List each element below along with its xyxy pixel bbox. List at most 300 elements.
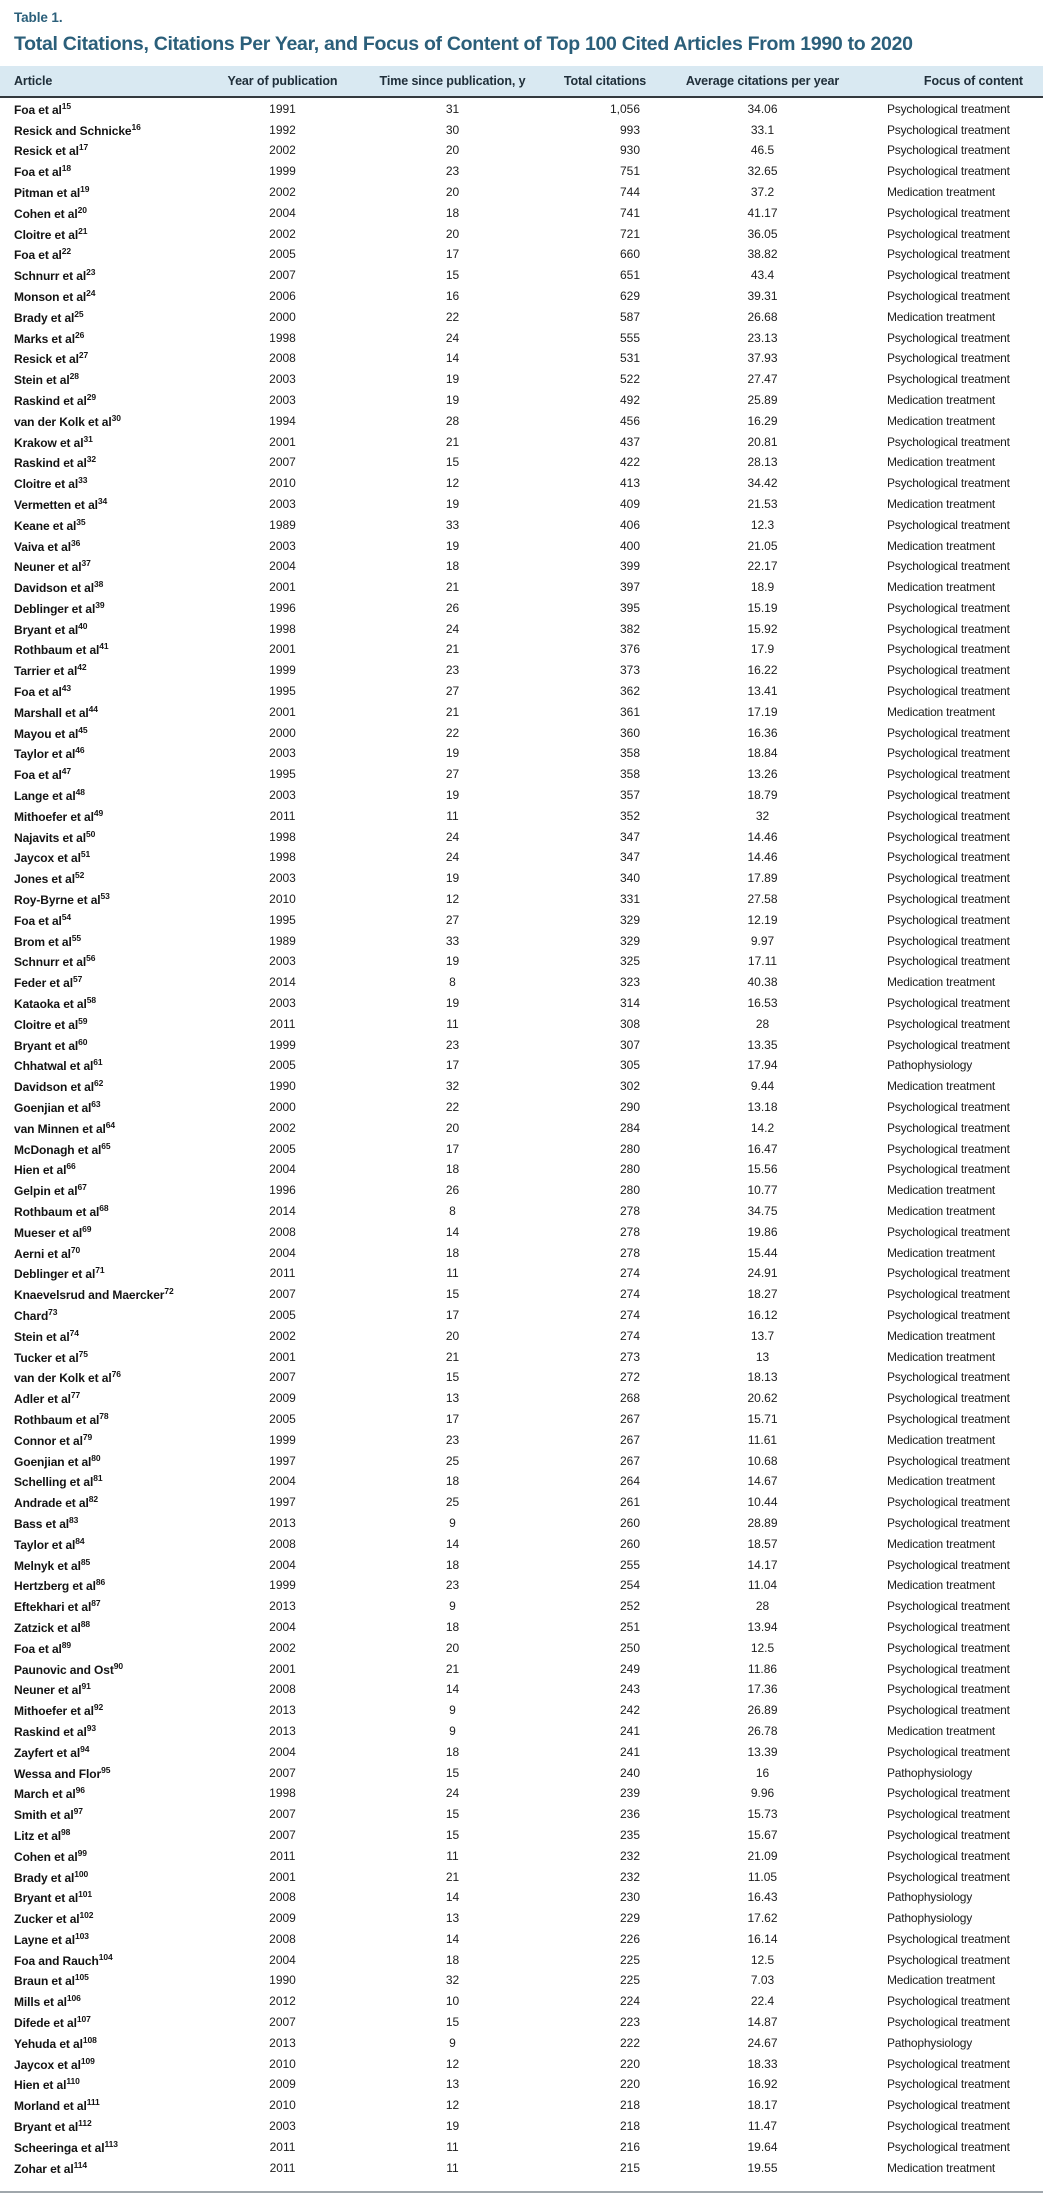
year-cell: 1995 [269, 912, 296, 927]
year-cell: 1999 [269, 1578, 296, 1593]
avg-cell: 18.27 [747, 1287, 778, 1302]
article-cell [0, 327, 220, 348]
article-name: Neuner et al [14, 1683, 82, 1698]
citations-cell: 243 [619, 1682, 640, 1697]
article-cell [0, 2136, 220, 2157]
avg-cell: 32.65 [747, 164, 778, 179]
avg-cell: 15.92 [747, 621, 778, 636]
focus-cell: Pathophysiology [887, 2035, 973, 2050]
focus-cell: Psychological treatment [887, 1266, 1010, 1281]
article-cell [0, 2095, 220, 2116]
citations-cell: 241 [619, 1744, 640, 1759]
focus-cell: Psychological treatment [887, 600, 1010, 615]
focus-cell: Medication treatment [887, 2160, 996, 2175]
table-row [0, 1658, 1043, 1679]
table-row [0, 1409, 1043, 1430]
reference-superscript: 106 [66, 1993, 81, 2004]
article-name: Foa et al [14, 768, 62, 783]
article-name: Schnurr et al [14, 955, 87, 970]
reference-superscript: 82 [88, 1494, 98, 1505]
focus-cell: Medication treatment [887, 184, 996, 199]
reference-superscript: 28 [69, 371, 79, 382]
time-cell: 11 [446, 1848, 459, 1863]
time-cell: 13 [445, 2077, 460, 2092]
reference-superscript: 36 [70, 537, 81, 548]
table-row [0, 1575, 1043, 1596]
article-name: Foa et al [14, 102, 62, 117]
citations-cell: 230 [619, 1890, 640, 1905]
table-bottom-rule [0, 2191, 1043, 2193]
avg-cell: 16 [755, 1765, 770, 1780]
time-cell: 24 [445, 621, 460, 636]
focus-cell: Psychological treatment [887, 164, 1010, 179]
year-cell: 2010 [269, 892, 296, 907]
citations-cell: 251 [619, 1619, 640, 1634]
year-cell: 2013 [269, 1723, 296, 1738]
citations-cell: 555 [619, 330, 640, 345]
avg-cell: 21.05 [747, 538, 778, 553]
year-cell: 2011 [269, 1266, 296, 1281]
article-name: Resick and Schnicke [14, 123, 132, 138]
citations-cell: 223 [619, 2015, 640, 2030]
focus-cell: Psychological treatment [887, 746, 1010, 761]
table-row [0, 140, 1043, 161]
article-cell [0, 2074, 220, 2095]
time-cell: 18 [445, 1245, 460, 1260]
time-cell: 21 [445, 1869, 460, 1884]
article-cell [0, 1388, 220, 1409]
avg-cell: 16.36 [747, 725, 778, 740]
avg-cell: 21.53 [747, 496, 778, 511]
reference-superscript: 53 [100, 891, 110, 902]
reference-superscript: 92 [93, 1702, 104, 1713]
focus-cell: Psychological treatment [887, 850, 1010, 865]
citations-cell: 264 [619, 1474, 640, 1489]
focus-cell: Medication treatment [887, 1079, 996, 1094]
article-cell [0, 1929, 220, 1950]
article-cell [0, 1097, 220, 1118]
avg-cell: 23.13 [747, 330, 778, 345]
avg-cell: 14.17 [747, 1557, 778, 1572]
focus-cell: Psychological treatment [887, 1287, 1010, 1302]
table-row [0, 2095, 1043, 2116]
time-cell: 19 [445, 392, 460, 407]
year-cell: 2002 [269, 143, 296, 158]
citations-cell: 222 [619, 2035, 640, 2050]
avg-cell: 41.17 [747, 205, 778, 220]
avg-cell: 13.35 [747, 1037, 778, 1052]
citations-cell: 261 [619, 1495, 640, 1510]
reference-superscript: 50 [85, 828, 96, 839]
article-name: Mueser et al [14, 1225, 83, 1240]
table-row [0, 577, 1043, 598]
article-name: Scheeringa et al [14, 2140, 105, 2155]
time-cell: 21 [445, 1349, 460, 1364]
reference-superscript: 27 [78, 350, 89, 361]
table-row [0, 826, 1043, 847]
time-cell: 13 [445, 1391, 460, 1406]
citations-cell: 218 [619, 2098, 640, 2113]
citations-cell: 273 [619, 1349, 640, 1364]
citations-cell: 274 [619, 1287, 640, 1302]
reference-superscript: 94 [80, 1743, 90, 1754]
avg-cell: 15.44 [747, 1245, 778, 1260]
table-row [0, 1201, 1043, 1222]
avg-cell: 17.89 [747, 871, 778, 886]
avg-cell: 16.22 [747, 663, 778, 678]
year-cell: 2004 [269, 559, 296, 574]
column-header-avg: Average citations per year [650, 66, 875, 97]
avg-cell: 11.05 [747, 1869, 778, 1884]
article-name: Tucker et al [14, 1350, 79, 1365]
table-row [0, 930, 1043, 951]
citations-cell: 376 [619, 642, 640, 657]
citations-cell: 267 [619, 1453, 640, 1468]
time-cell: 22 [445, 725, 460, 740]
focus-cell: Psychological treatment [887, 1848, 1010, 1863]
reference-superscript: 59 [78, 1015, 88, 1026]
time-cell: 14 [445, 1890, 460, 1905]
reference-superscript: 87 [91, 1598, 101, 1609]
table-row [0, 701, 1043, 722]
reference-superscript: 103 [74, 1930, 89, 1941]
avg-cell: 15.56 [747, 1162, 778, 1177]
citations-cell: 314 [619, 996, 640, 1011]
article-cell [0, 119, 220, 140]
article-name: Resick et al [14, 144, 79, 159]
article-name: Brady et al [14, 310, 75, 325]
time-cell: 18 [445, 205, 460, 220]
time-cell: 33 [445, 933, 460, 948]
year-cell: 2004 [269, 1474, 296, 1489]
year-cell: 2004 [269, 1245, 296, 1260]
citations-cell: 744 [619, 184, 640, 199]
reference-superscript: 77 [70, 1390, 81, 1401]
avg-cell: 21.09 [747, 1848, 778, 1863]
article-name: Krakow et al [14, 435, 84, 450]
article-name: Connor et al [14, 1433, 83, 1448]
article-name: Schnurr et al [14, 269, 87, 284]
article-cell [0, 244, 220, 265]
reference-superscript: 102 [79, 1910, 94, 1921]
table-row [0, 847, 1043, 868]
time-cell: 16 [445, 288, 460, 303]
article-cell [0, 1762, 220, 1783]
reference-superscript: 100 [74, 1868, 89, 1879]
focus-cell: Psychological treatment [887, 892, 1010, 907]
avg-cell: 22.4 [750, 1994, 775, 2009]
focus-cell: Psychological treatment [887, 559, 1010, 574]
article-cell [0, 1076, 220, 1097]
article-name: Cohen et al [14, 1849, 78, 1864]
year-cell: 1996 [269, 1183, 296, 1198]
table-row [0, 119, 1043, 140]
article-cell [0, 1908, 220, 1929]
citations-cell: 284 [619, 1120, 640, 1135]
citations-cell: 226 [619, 1931, 640, 1946]
avg-cell: 15.67 [747, 1827, 778, 1842]
avg-cell: 16.47 [747, 1141, 778, 1156]
year-cell: 1989 [269, 933, 296, 948]
avg-cell: 12.5 [750, 1640, 775, 1655]
reference-superscript: 33 [78, 475, 88, 486]
year-cell: 2005 [269, 1411, 296, 1426]
table-row [0, 618, 1043, 639]
table-row [0, 785, 1043, 806]
table-row [0, 1700, 1043, 1721]
reference-superscript: 45 [78, 724, 88, 735]
focus-cell: Medication treatment [887, 1723, 996, 1738]
focus-cell: Psychological treatment [887, 1952, 1010, 1967]
focus-cell: Psychological treatment [887, 829, 1010, 844]
focus-cell: Psychological treatment [887, 1682, 1010, 1697]
focus-cell: Psychological treatment [887, 1224, 1010, 1239]
article-cell [0, 577, 220, 598]
reference-superscript: 20 [77, 204, 87, 215]
time-cell: 14 [445, 351, 460, 366]
avg-cell: 26.78 [747, 1723, 778, 1738]
focus-cell: Psychological treatment [887, 1141, 1010, 1156]
time-cell: 27 [445, 767, 460, 782]
table-row [0, 556, 1043, 577]
focus-cell: Medication treatment [887, 975, 996, 990]
table-title: Total Citations, Citations Per Year, and Focus of Content of Top 100 Cited Articles From 1990 to 2020 [14, 33, 913, 55]
citations-cell: 358 [619, 746, 640, 761]
time-cell: 31 [445, 101, 460, 116]
time-cell: 15 [445, 1287, 460, 1302]
article-cell [0, 764, 220, 785]
article-cell [0, 2053, 220, 2074]
table-row [0, 494, 1043, 515]
time-cell: 15 [445, 1370, 460, 1385]
article-name: Rothbaum et al [14, 1205, 100, 1219]
reference-superscript: 96 [75, 1785, 85, 1796]
article-cell [0, 1721, 220, 1742]
reference-superscript: 31 [83, 433, 93, 444]
article-name: Mithoefer et al [14, 1704, 94, 1719]
time-cell: 30 [445, 122, 460, 137]
citations-cell: 308 [619, 1016, 640, 1031]
time-cell: 11 [446, 1266, 459, 1281]
time-cell: 28 [445, 413, 460, 428]
avg-cell: 16.14 [747, 1931, 778, 1946]
article-name: Goenjian et al [14, 1101, 92, 1116]
year-cell: 2004 [269, 1619, 296, 1634]
article-name: Foa et al [14, 685, 62, 700]
time-cell: 18 [445, 1162, 460, 1177]
article-cell [0, 618, 220, 639]
citations-cell: 224 [619, 1994, 640, 2009]
focus-cell: Psychological treatment [887, 1557, 1010, 1572]
article-name: Hertzberg et al [14, 1579, 96, 1594]
citations-cell: 422 [619, 455, 640, 470]
article-name: Jaycox et al [14, 851, 81, 866]
avg-cell: 14.87 [747, 2015, 778, 2030]
year-cell: 1998 [269, 1786, 296, 1801]
focus-cell: Medication treatment [887, 496, 996, 511]
time-cell: 9 [449, 1723, 456, 1738]
article-name: Chard [14, 1308, 49, 1323]
year-cell: 2011 [269, 1016, 296, 1031]
avg-cell: 12.3 [750, 517, 775, 532]
focus-cell: Medication treatment [887, 580, 996, 595]
article-cell [0, 660, 220, 681]
focus-cell: Psychological treatment [887, 1640, 1010, 1655]
table-row [0, 1804, 1043, 1825]
focus-cell: Medication treatment [887, 704, 996, 719]
citations-cell: 721 [619, 226, 640, 241]
citations-cell: 220 [619, 2056, 640, 2071]
reference-superscript: 57 [72, 974, 83, 985]
year-cell: 1998 [269, 621, 296, 636]
time-cell: 15 [445, 2015, 460, 2030]
table-row [0, 1845, 1043, 1866]
article-name: Rothbaum et al [14, 1412, 100, 1427]
article-cell [0, 1242, 220, 1263]
article-cell [0, 1221, 220, 1242]
citations-cell: 325 [619, 954, 640, 969]
reference-superscript: 39 [95, 599, 105, 610]
year-cell: 2000 [269, 1100, 296, 1115]
reference-superscript: 43 [61, 683, 72, 694]
avg-cell: 18.84 [747, 746, 778, 761]
citations-cell: 531 [619, 351, 640, 366]
year-cell: 2004 [269, 205, 296, 220]
reference-superscript: 34 [97, 495, 108, 506]
focus-cell: Medication treatment [887, 1973, 996, 1988]
reference-superscript: 26 [74, 329, 85, 340]
year-cell: 2014 [269, 1204, 296, 1218]
focus-cell: Psychological treatment [887, 2119, 1010, 2134]
reference-superscript: 16 [131, 121, 141, 132]
time-cell: 23 [445, 1037, 460, 1052]
focus-cell: Psychological treatment [887, 725, 1010, 740]
year-cell: 2001 [269, 434, 296, 449]
focus-cell: Psychological treatment [887, 288, 1010, 303]
avg-cell: 14.46 [747, 829, 778, 844]
avg-cell: 17.94 [747, 1058, 778, 1073]
time-cell: 19 [445, 746, 460, 761]
time-cell: 15 [445, 268, 460, 283]
focus-cell: Psychological treatment [887, 205, 1010, 220]
focus-cell: Psychological treatment [887, 1495, 1010, 1510]
year-cell: 2001 [269, 1869, 296, 1884]
time-cell: 19 [445, 871, 460, 886]
citations-cell: 362 [619, 684, 640, 699]
year-cell: 2006 [269, 288, 296, 303]
article-name: Foa and Rauch [14, 1953, 99, 1968]
article-name: Zucker et al [14, 1912, 80, 1927]
reference-superscript: 17 [78, 142, 89, 153]
focus-cell: Medication treatment [887, 1204, 996, 1218]
citations-cell: 1,056 [609, 101, 640, 116]
article-cell [0, 1305, 220, 1326]
article-cell [0, 1367, 220, 1388]
article-cell [0, 286, 220, 307]
article-cell [0, 1679, 220, 1700]
article-name: Cloitre et al [14, 227, 79, 242]
article-cell [0, 1159, 220, 1180]
avg-cell: 25.89 [747, 392, 778, 407]
citations-cell: 357 [619, 788, 640, 803]
table-row [0, 639, 1043, 660]
article-cell [0, 1804, 220, 1825]
reference-superscript: 89 [61, 1639, 72, 1650]
year-cell: 2003 [269, 2119, 296, 2134]
article-cell [0, 1991, 220, 2012]
year-cell: 2007 [269, 1370, 296, 1385]
avg-cell: 17.62 [747, 1911, 778, 1926]
table-row [0, 327, 1043, 348]
reference-superscript: 18 [61, 163, 72, 174]
reference-superscript: 58 [86, 995, 96, 1006]
table-row [0, 1034, 1043, 1055]
article-cell [0, 1013, 220, 1034]
time-cell: 21 [445, 704, 460, 719]
year-cell: 1995 [269, 684, 296, 699]
year-cell: 2003 [269, 788, 296, 803]
year-cell: 1990 [269, 1079, 296, 1094]
focus-cell: Psychological treatment [887, 1016, 1010, 1031]
article-name: Wessa and Flor [14, 1766, 102, 1781]
time-cell: 12 [445, 892, 460, 907]
table-row [0, 265, 1043, 286]
table-row [0, 1180, 1043, 1201]
citations-cell: 272 [619, 1370, 640, 1385]
citations-cell: 741 [619, 205, 640, 220]
reference-superscript: 93 [86, 1722, 96, 1733]
citations-cell: 329 [619, 933, 640, 948]
article-cell [0, 1263, 220, 1284]
citations-cell: 751 [619, 164, 640, 179]
focus-cell: Psychological treatment [887, 1515, 1010, 1530]
year-cell: 1995 [269, 767, 296, 782]
year-cell: 2008 [269, 1682, 296, 1697]
avg-cell: 43.4 [750, 268, 775, 283]
focus-cell: Psychological treatment [887, 767, 1010, 782]
time-cell: 27 [445, 912, 460, 927]
article-cell [0, 639, 220, 660]
focus-cell: Psychological treatment [887, 642, 1010, 657]
article-cell [0, 1201, 220, 1222]
citations-cell: 492 [619, 392, 640, 407]
avg-cell: 28.13 [747, 455, 778, 470]
article-cell [0, 1970, 220, 1991]
article-name: Goenjian et al [14, 1454, 92, 1469]
citations-cell: 373 [619, 663, 640, 678]
reference-superscript: 44 [88, 703, 98, 714]
year-cell: 2008 [269, 1536, 296, 1551]
focus-cell: Medication treatment [887, 1578, 996, 1593]
time-cell: 18 [445, 1952, 460, 1967]
year-cell: 2003 [269, 392, 296, 407]
table-row [0, 1513, 1043, 1534]
table-row [0, 1284, 1043, 1305]
time-cell: 23 [445, 1578, 460, 1593]
time-cell: 9 [449, 1703, 456, 1718]
reference-superscript: 104 [98, 1951, 113, 1962]
table-row [0, 286, 1043, 307]
year-cell: 2001 [269, 1661, 296, 1676]
citations-cell: 651 [619, 268, 640, 283]
article-name: Zayfert et al [14, 1745, 81, 1760]
focus-cell: Pathophysiology [887, 1911, 973, 1926]
article-name: Vaiva et al [14, 539, 71, 554]
table-body [0, 97, 1043, 2178]
reference-superscript: 71 [95, 1265, 105, 1276]
focus-cell: Psychological treatment [887, 1619, 1010, 1634]
avg-cell: 28 [755, 1599, 770, 1614]
